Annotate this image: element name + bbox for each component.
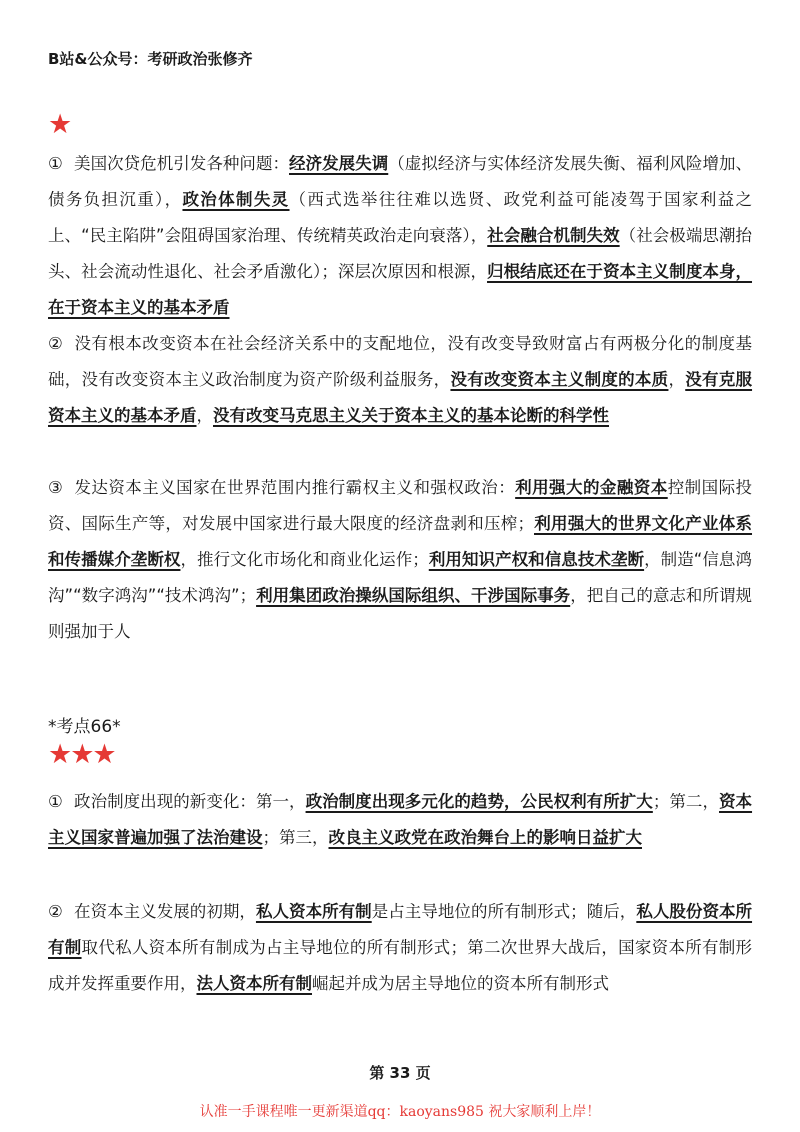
key-phrase: 政治体制失灵 bbox=[182, 190, 290, 209]
key-phrase: 没有改变资本主义制度的本质 bbox=[450, 370, 669, 389]
key-phrase: 法人资本所有制 bbox=[196, 974, 312, 993]
topic-label: *考点66* bbox=[48, 717, 121, 737]
list-item bbox=[48, 784, 752, 856]
item-text: 没有根本改变资本在社会经济关系中的支配地位，没有改变导致财富占有两极分化的制度基础，没有改变资本主义政治制度为资产阶级利益服务， bbox=[48, 334, 752, 389]
importance-stars: ★ bbox=[48, 109, 71, 140]
item-text: 是占主导地位的所有制形式；随后， bbox=[371, 902, 637, 921]
item-number: ② bbox=[48, 334, 63, 353]
key-phrase: 私人资本所有制 bbox=[255, 902, 372, 921]
item-number: ③ bbox=[48, 478, 63, 497]
key-phrase: 利用集团政治操纵国际组织、干涉国际事务 bbox=[256, 586, 571, 605]
item-text: （西式选举往往难以选贤、政党利益可能凌驾于国家利益之上、“民主陷阱”会阻碍国家治理、传统精英政治走向衰落）， bbox=[48, 190, 753, 245]
key-phrase: 利用知识产权和信息技术垄断 bbox=[428, 550, 645, 569]
list-item bbox=[48, 894, 752, 1002]
item-text: 崛起并成为居主导地位的资本所有制形式 bbox=[312, 974, 609, 993]
item-text: 取代私人资本所有制成为占主导地位的所有制形式；第二次世界大战后，国家资本所有制形成并发挥重要作用， bbox=[48, 938, 753, 993]
item-text: 美国次贷危机引发各种问题： bbox=[74, 154, 290, 173]
item-text: ；第二， bbox=[652, 792, 719, 811]
item-text: ， bbox=[196, 406, 213, 425]
key-phrase: 政治制度出现多元化的趋势，公民权利有所扩大 bbox=[305, 792, 653, 811]
item-text: ，制造“信息鸿沟”“数字鸿沟”“技术鸿沟”； bbox=[48, 550, 752, 605]
list-item bbox=[48, 470, 752, 650]
list-item bbox=[48, 326, 752, 434]
item-number: ① bbox=[48, 154, 63, 173]
item-text: ；第三， bbox=[262, 828, 329, 847]
item-text: ，推行文化市场化和商业化运作； bbox=[180, 550, 429, 569]
item-number: ② bbox=[48, 902, 63, 921]
key-phrase: 私人股份资本所有制 bbox=[48, 902, 753, 957]
item-number: ① bbox=[48, 792, 63, 811]
item-text: （社会极端思潮抬头、社会流动性退化、社会矛盾激化）；深层次原因和根源， bbox=[48, 226, 753, 281]
item-text: （虚拟经济与实体经济发展失衡、福利风险增加、债务负担沉重）， bbox=[48, 154, 753, 209]
list-item bbox=[48, 146, 752, 326]
item-text: 发达资本主义国家在世界范围内推行霸权主义和强权政治： bbox=[74, 478, 516, 497]
key-phrase: 社会融合机制失效 bbox=[487, 226, 620, 245]
importance-stars: ★★★ bbox=[48, 739, 115, 770]
item-text: 控制国际投资、国际生产等，对发展中国家进行最大限度的经济盘剥和压榨； bbox=[48, 478, 753, 533]
item-text: 在资本主义发展的初期， bbox=[74, 902, 256, 921]
key-phrase: 经济发展失调 bbox=[289, 154, 389, 173]
key-phrase: 没有改变马克思主义关于资本主义的基本论断的科学性 bbox=[213, 406, 609, 425]
key-phrase: 资本主义国家普遍加强了法治建设 bbox=[48, 792, 753, 847]
key-phrase: 没有克服资本主义的基本矛盾 bbox=[48, 370, 753, 425]
key-phrase: 利用强大的世界文化产业体系和传播媒介垄断权 bbox=[48, 514, 753, 569]
item-text: ，把自己的意志和所谓规则强加于人 bbox=[48, 586, 753, 641]
item-text: 政治制度出现的新变化：第一， bbox=[74, 792, 306, 811]
footer-banner: 认准一手课程唯一更新渠道qq：kaoyans985 祝大家顺利上岸！ bbox=[199, 1104, 601, 1120]
key-phrase: 改良主义政党在政治舞台上的影响日益扩大 bbox=[328, 828, 642, 847]
key-phrase: 利用强大的金融资本 bbox=[515, 478, 668, 497]
header-text: B站&公众号：考研政治张修齐 bbox=[48, 50, 253, 68]
key-phrase: 归根结底还在于资本主义制度本身，在于资本主义的基本矛盾 bbox=[48, 262, 753, 317]
page-number: 第 33 页 bbox=[369, 1064, 431, 1082]
item-text: ， bbox=[668, 370, 686, 389]
